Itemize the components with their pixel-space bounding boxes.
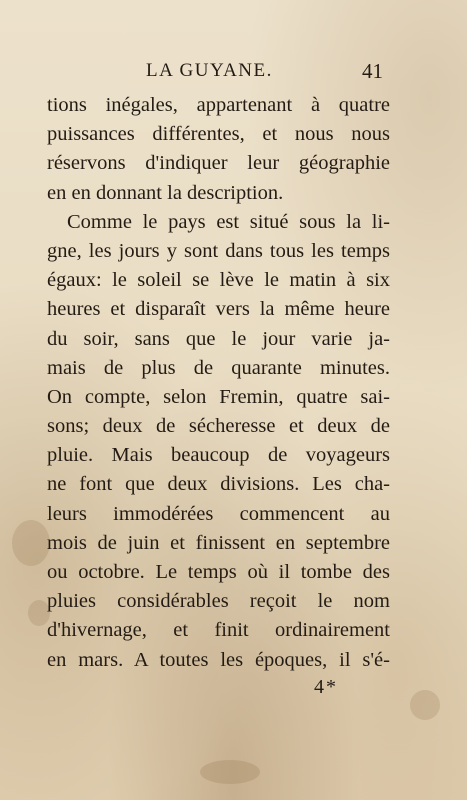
text-line: du soir, sans que le jour varie ja-	[47, 327, 390, 350]
text-line: ne font que deux divisions. Les cha-	[47, 473, 390, 496]
text-line: mois de juin et finissent en septembre	[47, 531, 390, 554]
text-line: d'hivernage, et finit ordinairement	[47, 619, 390, 642]
body-text	[47, 91, 390, 675]
text-line: en mars. A toutes les époques, il s'é-	[47, 648, 390, 671]
text-line: On compte, selon Fremin, quatre sai-	[47, 385, 390, 408]
text-line: égaux: le soleil se lève le matin à six	[47, 269, 390, 292]
text-line: tions inégales, appartenant à quatre	[47, 94, 390, 116]
running-head-title: LA GUYANE.	[146, 60, 273, 81]
text-line: sons; deux de sécheresse et deux de	[47, 415, 390, 438]
text-line: heures et disparaît vers la même heure	[47, 298, 390, 321]
running-head	[0, 60, 467, 84]
text-line: mais de plus de quarante minutes.	[47, 356, 390, 379]
page-number: 41	[362, 59, 383, 83]
text-line: ou octobre. Le temps où il tombe des	[47, 561, 390, 583]
text-line: en en donnant la description.	[47, 181, 284, 204]
text-line: leurs immodérées commencent au	[47, 502, 390, 525]
foxing-stain	[200, 760, 260, 784]
text-line: puissances différentes, et nous nous	[47, 123, 390, 146]
text-line: pluie. Mais beaucoup de voyageurs	[47, 444, 390, 467]
foxing-stain	[410, 690, 440, 720]
signature-mark: 4*	[314, 676, 338, 698]
foxing-stain	[12, 520, 50, 566]
text-line: réservons d'indiquer leur géographie	[47, 152, 390, 175]
text-line: pluies considérables reçoit le nom	[47, 590, 390, 613]
text-line: gne, les jours y sont dans tous les temps	[47, 239, 390, 262]
paragraph-first-line: Comme le pays est situé sous la li-	[67, 210, 390, 233]
